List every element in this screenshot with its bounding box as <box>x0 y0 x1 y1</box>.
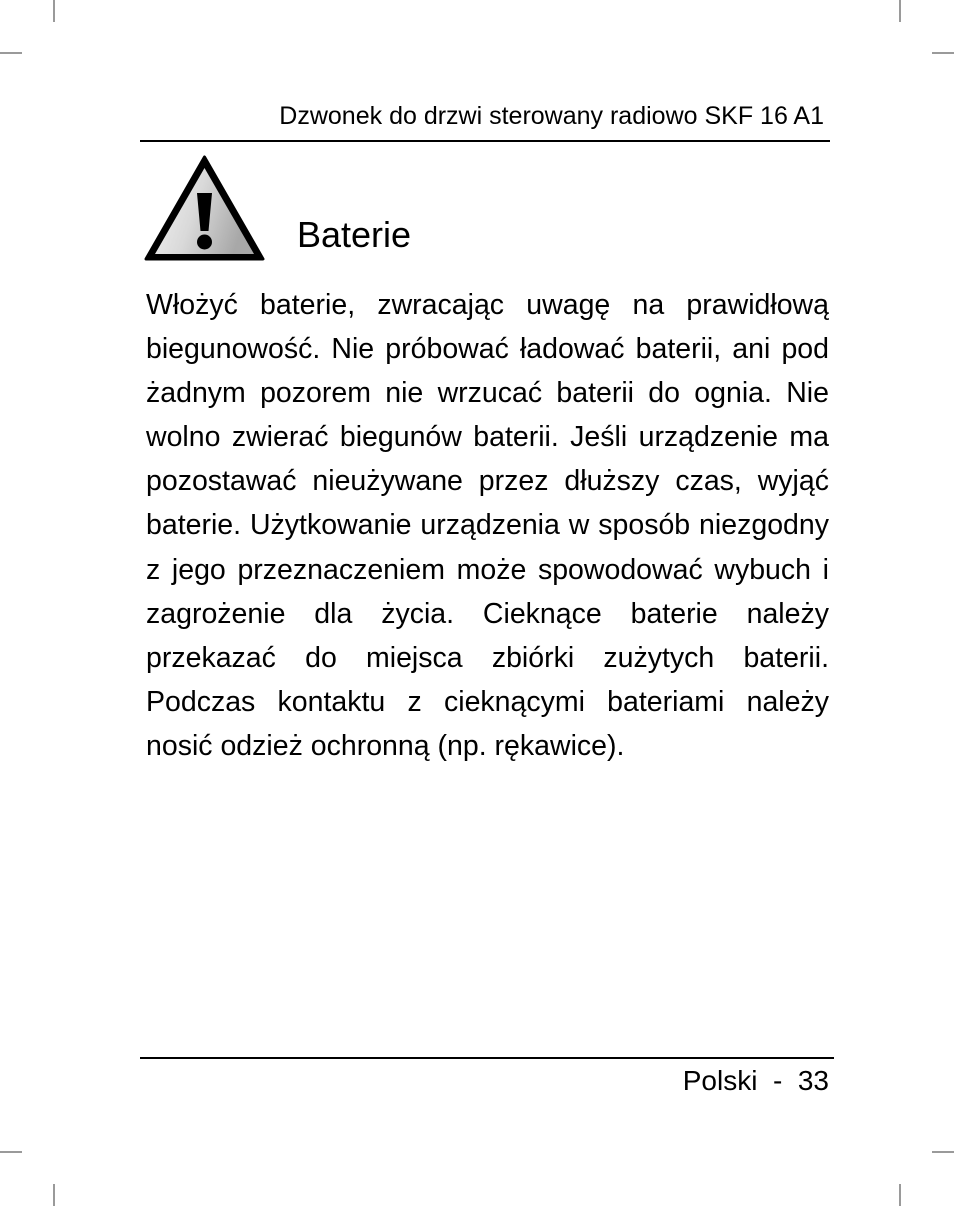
page-number: Polski - 33 <box>682 1065 829 1096</box>
section-title: Baterie <box>297 214 412 255</box>
crop-mark <box>0 52 22 54</box>
footer-rule <box>140 1057 834 1059</box>
crop-mark <box>899 1184 901 1206</box>
warning-triangle-icon <box>144 155 265 263</box>
running-header: Dzwonek do drzwi sterowany radiowo SKF 16 A1 <box>279 102 824 130</box>
crop-mark <box>899 0 901 22</box>
header-rule <box>140 140 830 142</box>
crop-mark <box>53 1184 55 1206</box>
crop-mark <box>0 1151 22 1153</box>
body-paragraph: Włożyć baterie, zwracając uwagę na prawidłową biegunowość. Nie próbować ładować baterii, ani pod żadnym pozorem nie wrzucać baterii do ognia. Nie wolno zwierać biegunów baterii. Jeśli urządzenie ma pozostawać nieużywane przez dłuższy czas, wyjąć baterie. Użytkowanie urządzenia w sposób niezgodny z jego przeznaczeniem może spowodować wybuch i zagrożenie dla życia. Cieknące baterie należy przekazać do miejsca zbiórki zużytych baterii. Podczas kontaktu z cieknącymi bateriami należy nosić odzież ochronną (np. rękawice). <box>146 289 829 762</box>
crop-mark <box>53 0 55 22</box>
crop-mark <box>932 52 954 54</box>
crop-mark <box>932 1151 954 1153</box>
